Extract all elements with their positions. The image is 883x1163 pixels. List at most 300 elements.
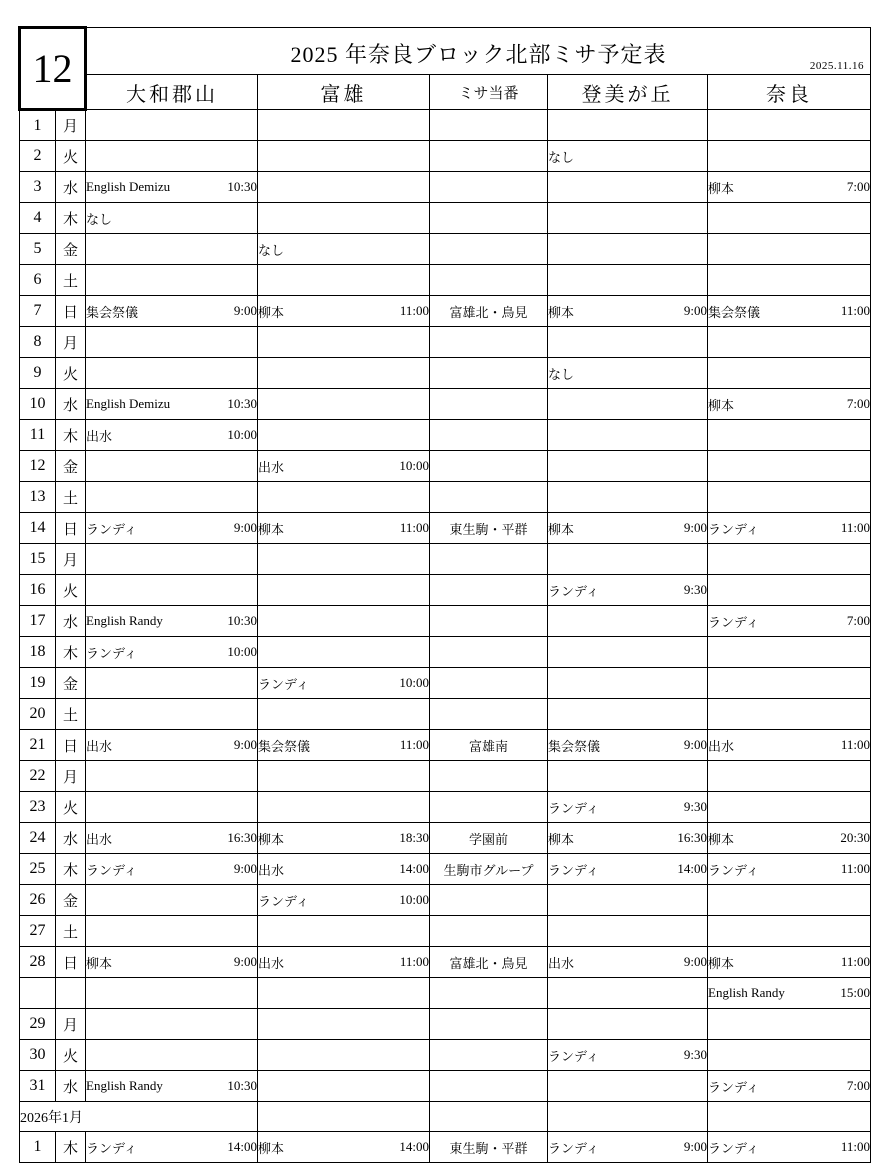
event-name: English Randy bbox=[86, 613, 163, 628]
touban-name: 富雄北・鳥見 bbox=[449, 304, 528, 320]
touban-name bbox=[430, 606, 547, 636]
cell-tomigaoka bbox=[548, 389, 708, 420]
cell-tomigaoka bbox=[548, 575, 708, 606]
cell-touban bbox=[430, 637, 548, 668]
cell-koriyama bbox=[86, 637, 258, 668]
cell-tomio bbox=[258, 389, 430, 420]
table-row bbox=[20, 389, 871, 420]
cell-touban bbox=[430, 823, 548, 854]
cell-tomigaoka bbox=[548, 1009, 708, 1040]
table-row bbox=[20, 761, 871, 792]
table-row bbox=[20, 451, 871, 482]
cell-touban bbox=[430, 1132, 548, 1163]
cell-nara bbox=[708, 482, 871, 513]
cell-touban bbox=[430, 916, 548, 947]
cell-tomigaoka bbox=[548, 265, 708, 296]
cell-koriyama bbox=[86, 1132, 258, 1163]
event-time: 10:00 bbox=[399, 892, 429, 907]
cell-nara bbox=[708, 513, 871, 544]
cell-touban bbox=[430, 575, 548, 606]
day-number: 28 bbox=[20, 947, 56, 978]
day-number: 30 bbox=[20, 1040, 56, 1071]
day-number bbox=[20, 978, 56, 1009]
cell-touban bbox=[430, 296, 548, 327]
header-row bbox=[20, 28, 871, 75]
day-number: 18 bbox=[20, 637, 56, 668]
event-name: 出水 bbox=[258, 459, 285, 475]
cell-touban bbox=[430, 761, 548, 792]
cell-tomio bbox=[258, 1040, 430, 1071]
day-of-week: 月 bbox=[56, 761, 86, 792]
cell-tomio bbox=[258, 172, 430, 203]
cell-nara bbox=[708, 668, 871, 699]
cell-touban bbox=[430, 544, 548, 575]
day-number: 9 bbox=[20, 358, 56, 389]
touban-name bbox=[430, 916, 547, 946]
event-name: 出水 bbox=[258, 955, 285, 971]
touban-name bbox=[430, 110, 547, 140]
day-number: 23 bbox=[20, 792, 56, 823]
event-name: ランディ bbox=[548, 1048, 599, 1064]
cell-touban bbox=[430, 792, 548, 823]
cell-touban bbox=[430, 172, 548, 203]
table-row bbox=[20, 544, 871, 575]
cell-tomio bbox=[258, 854, 430, 885]
event-name: なし bbox=[86, 211, 113, 227]
day-of-week: 木 bbox=[56, 203, 86, 234]
table-row bbox=[20, 1132, 871, 1163]
cell-touban bbox=[430, 389, 548, 420]
cell-tomio bbox=[258, 141, 430, 172]
touban-name bbox=[430, 172, 547, 202]
cell-touban bbox=[430, 203, 548, 234]
day-of-week: 日 bbox=[56, 296, 86, 327]
event-name: English Demizu bbox=[86, 179, 171, 194]
event-time: 9:00 bbox=[683, 954, 707, 969]
day-number: 24 bbox=[20, 823, 56, 854]
cell-tomigaoka bbox=[548, 513, 708, 544]
table-row bbox=[20, 730, 871, 761]
table-row bbox=[20, 947, 871, 978]
cell-koriyama bbox=[86, 203, 258, 234]
table-row bbox=[20, 637, 871, 668]
event-time: 14:00 bbox=[227, 1139, 257, 1154]
cell-tomigaoka bbox=[548, 699, 708, 730]
event-name: ランディ bbox=[258, 676, 309, 692]
day-of-week: 金 bbox=[56, 234, 86, 265]
cell-nara bbox=[708, 420, 871, 451]
touban-name bbox=[430, 544, 547, 574]
next-month-filler-nara bbox=[708, 1102, 871, 1132]
event-time: 11:00 bbox=[840, 861, 871, 876]
event-name: 出水 bbox=[86, 831, 113, 847]
day-number: 15 bbox=[20, 544, 56, 575]
schedule-table bbox=[18, 26, 871, 1163]
touban-name: 学園前 bbox=[468, 831, 508, 847]
cell-touban bbox=[430, 513, 548, 544]
cell-tomio bbox=[258, 451, 430, 482]
touban-name: 東生駒・平群 bbox=[449, 1140, 528, 1156]
event-time: 10:30 bbox=[227, 179, 257, 194]
cell-koriyama bbox=[86, 947, 258, 978]
day-of-week: 火 bbox=[56, 575, 86, 606]
day-of-week: 土 bbox=[56, 916, 86, 947]
cell-koriyama bbox=[86, 141, 258, 172]
table-row bbox=[20, 513, 871, 544]
table-row bbox=[20, 265, 871, 296]
day-number: 6 bbox=[20, 265, 56, 296]
cell-tomigaoka bbox=[548, 978, 708, 1009]
cell-tomigaoka bbox=[548, 792, 708, 823]
cell-touban bbox=[430, 234, 548, 265]
cell-nara bbox=[708, 1009, 871, 1040]
cell-koriyama bbox=[86, 327, 258, 358]
touban-name bbox=[430, 420, 547, 450]
cell-koriyama bbox=[86, 172, 258, 203]
day-of-week: 月 bbox=[56, 544, 86, 575]
cell-tomio bbox=[258, 1009, 430, 1040]
day-number: 8 bbox=[20, 327, 56, 358]
cell-nara bbox=[708, 699, 871, 730]
day-of-week: 火 bbox=[56, 792, 86, 823]
table-row bbox=[20, 172, 871, 203]
touban-name: 富雄北・鳥見 bbox=[449, 955, 528, 971]
touban-name bbox=[430, 1071, 547, 1101]
day-number: 1 bbox=[20, 110, 56, 141]
day-number: 19 bbox=[20, 668, 56, 699]
event-time: 15:00 bbox=[840, 985, 871, 1000]
event-name: 柳本 bbox=[548, 521, 575, 537]
table-row bbox=[20, 978, 871, 1009]
table-row bbox=[20, 606, 871, 637]
event-time: 10:00 bbox=[227, 427, 257, 442]
cell-nara bbox=[708, 575, 871, 606]
event-name: ランディ bbox=[708, 1140, 759, 1156]
touban-name bbox=[430, 389, 547, 419]
month-number: 12 bbox=[20, 28, 86, 110]
cell-koriyama bbox=[86, 699, 258, 730]
column-header-touban: ミサ当番 bbox=[430, 75, 548, 110]
event-time: 11:00 bbox=[399, 520, 429, 535]
event-time: 9:00 bbox=[233, 303, 257, 318]
day-of-week: 水 bbox=[56, 1071, 86, 1102]
day-number: 16 bbox=[20, 575, 56, 606]
event-name: 出水 bbox=[708, 738, 735, 754]
day-number: 11 bbox=[20, 420, 56, 451]
cell-tomigaoka bbox=[548, 885, 708, 916]
day-of-week bbox=[56, 978, 86, 1009]
touban-name bbox=[430, 575, 547, 605]
event-time: 10:30 bbox=[227, 396, 257, 411]
event-name: ランディ bbox=[708, 521, 759, 537]
day-of-week: 土 bbox=[56, 699, 86, 730]
touban-name bbox=[430, 637, 547, 667]
day-number: 4 bbox=[20, 203, 56, 234]
event-time: 10:30 bbox=[227, 1078, 257, 1093]
cell-touban bbox=[430, 978, 548, 1009]
cell-touban bbox=[430, 327, 548, 358]
event-time: 9:00 bbox=[683, 303, 707, 318]
cell-nara bbox=[708, 327, 871, 358]
touban-name bbox=[430, 141, 547, 171]
table-row bbox=[20, 823, 871, 854]
cell-tomio bbox=[258, 327, 430, 358]
cell-nara bbox=[708, 761, 871, 792]
cell-tomigaoka bbox=[548, 110, 708, 141]
cell-tomigaoka bbox=[548, 203, 708, 234]
event-time: 10:00 bbox=[399, 675, 429, 690]
cell-touban bbox=[430, 420, 548, 451]
cell-tomio bbox=[258, 606, 430, 637]
page-title: 2025 年奈良ブロック北部ミサ予定表 bbox=[290, 41, 667, 67]
cell-tomigaoka bbox=[548, 916, 708, 947]
cell-koriyama bbox=[86, 234, 258, 265]
day-of-week: 金 bbox=[56, 668, 86, 699]
cell-nara bbox=[708, 730, 871, 761]
event-name: 柳本 bbox=[258, 304, 285, 320]
event-time: 11:00 bbox=[840, 1139, 871, 1154]
cell-koriyama bbox=[86, 575, 258, 606]
touban-name bbox=[430, 1040, 547, 1070]
event-time: 9:00 bbox=[233, 861, 257, 876]
day-of-week: 火 bbox=[56, 358, 86, 389]
column-header-row bbox=[20, 75, 871, 110]
cell-nara bbox=[708, 110, 871, 141]
day-number: 25 bbox=[20, 854, 56, 885]
day-of-week: 土 bbox=[56, 482, 86, 513]
event-name: 出水 bbox=[258, 862, 285, 878]
cell-koriyama bbox=[86, 389, 258, 420]
touban-name bbox=[430, 1009, 547, 1039]
event-name: English Randy bbox=[708, 985, 785, 1000]
event-time: 7:00 bbox=[846, 396, 871, 411]
cell-koriyama bbox=[86, 916, 258, 947]
event-time: 11:00 bbox=[399, 303, 429, 318]
event-time: 14:00 bbox=[677, 861, 707, 876]
event-time: 9:30 bbox=[683, 1047, 707, 1062]
touban-name bbox=[430, 761, 547, 791]
event-time: 9:00 bbox=[233, 737, 257, 752]
day-number: 7 bbox=[20, 296, 56, 327]
cell-tomigaoka bbox=[548, 1132, 708, 1163]
cell-nara bbox=[708, 1132, 871, 1163]
cell-tomigaoka bbox=[548, 668, 708, 699]
cell-tomio bbox=[258, 265, 430, 296]
event-time: 9:00 bbox=[683, 1139, 707, 1154]
touban-name: 富雄南 bbox=[468, 738, 508, 754]
cell-tomigaoka bbox=[548, 947, 708, 978]
day-of-week: 火 bbox=[56, 141, 86, 172]
next-month-filler-tomigaoka bbox=[548, 1102, 708, 1132]
event-name: 出水 bbox=[86, 738, 113, 754]
table-row bbox=[20, 358, 871, 389]
cell-tomio bbox=[258, 792, 430, 823]
table-row bbox=[20, 482, 871, 513]
event-name: ランディ bbox=[708, 614, 759, 630]
cell-tomio bbox=[258, 420, 430, 451]
cell-tomio bbox=[258, 699, 430, 730]
day-of-week: 水 bbox=[56, 172, 86, 203]
event-name: 出水 bbox=[86, 428, 113, 444]
cell-nara bbox=[708, 141, 871, 172]
next-month-label: 2026年1月 bbox=[20, 1102, 258, 1132]
touban-name bbox=[430, 358, 547, 388]
cell-nara bbox=[708, 544, 871, 575]
cell-nara bbox=[708, 296, 871, 327]
cell-touban bbox=[430, 699, 548, 730]
cell-tomio bbox=[258, 358, 430, 389]
day-number: 12 bbox=[20, 451, 56, 482]
cell-tomigaoka bbox=[548, 358, 708, 389]
cell-tomio bbox=[258, 947, 430, 978]
cell-touban bbox=[430, 885, 548, 916]
table-row bbox=[20, 1009, 871, 1040]
column-header-tomio: 富雄 bbox=[258, 75, 430, 110]
cell-touban bbox=[430, 606, 548, 637]
event-name: ランディ bbox=[708, 1079, 759, 1095]
event-time: 9:30 bbox=[683, 799, 707, 814]
event-name: なし bbox=[258, 242, 285, 258]
day-number: 31 bbox=[20, 1071, 56, 1102]
cell-nara bbox=[708, 234, 871, 265]
day-number: 22 bbox=[20, 761, 56, 792]
cell-koriyama bbox=[86, 978, 258, 1009]
day-number: 26 bbox=[20, 885, 56, 916]
cell-tomio bbox=[258, 234, 430, 265]
cell-tomigaoka bbox=[548, 761, 708, 792]
day-number: 5 bbox=[20, 234, 56, 265]
event-name: 柳本 bbox=[86, 955, 113, 971]
cell-tomio bbox=[258, 110, 430, 141]
day-of-week: 水 bbox=[56, 389, 86, 420]
event-name: ランディ bbox=[86, 645, 137, 661]
cell-touban bbox=[430, 265, 548, 296]
touban-name: 東生駒・平群 bbox=[449, 521, 528, 537]
touban-name bbox=[430, 885, 547, 915]
cell-touban bbox=[430, 1071, 548, 1102]
cell-tomio bbox=[258, 885, 430, 916]
cell-nara bbox=[708, 389, 871, 420]
title-cell bbox=[86, 28, 871, 75]
cell-nara bbox=[708, 823, 871, 854]
table-row bbox=[20, 916, 871, 947]
cell-nara bbox=[708, 172, 871, 203]
event-name: なし bbox=[548, 366, 575, 382]
cell-tomio bbox=[258, 1132, 430, 1163]
day-of-week: 金 bbox=[56, 451, 86, 482]
event-time: 10:00 bbox=[227, 644, 257, 659]
table-row bbox=[20, 854, 871, 885]
cell-koriyama bbox=[86, 296, 258, 327]
day-number: 20 bbox=[20, 699, 56, 730]
cell-koriyama bbox=[86, 668, 258, 699]
cell-koriyama bbox=[86, 761, 258, 792]
cell-nara bbox=[708, 637, 871, 668]
cell-tomigaoka bbox=[548, 296, 708, 327]
cell-tomio bbox=[258, 637, 430, 668]
event-time: 7:00 bbox=[846, 613, 871, 628]
day-number: 10 bbox=[20, 389, 56, 420]
cell-nara bbox=[708, 203, 871, 234]
day-number: 3 bbox=[20, 172, 56, 203]
event-time: 11:00 bbox=[399, 954, 429, 969]
cell-tomio bbox=[258, 823, 430, 854]
cell-nara bbox=[708, 916, 871, 947]
day-number: 27 bbox=[20, 916, 56, 947]
day-of-week: 月 bbox=[56, 327, 86, 358]
event-name: 集会祭儀 bbox=[258, 738, 311, 754]
cell-touban bbox=[430, 947, 548, 978]
cell-tomio bbox=[258, 668, 430, 699]
day-of-week: 日 bbox=[56, 730, 86, 761]
event-name: ランディ bbox=[708, 862, 759, 878]
cell-koriyama bbox=[86, 730, 258, 761]
cell-koriyama bbox=[86, 420, 258, 451]
table-row bbox=[20, 792, 871, 823]
cell-tomigaoka bbox=[548, 234, 708, 265]
event-name: 柳本 bbox=[258, 1140, 285, 1156]
table-row bbox=[20, 885, 871, 916]
next-month-row bbox=[20, 1102, 871, 1132]
day-number: 13 bbox=[20, 482, 56, 513]
table-row bbox=[20, 668, 871, 699]
day-of-week: 木 bbox=[56, 637, 86, 668]
column-header-nara: 奈良 bbox=[708, 75, 871, 110]
event-name: 柳本 bbox=[708, 397, 735, 413]
event-name: 集会祭儀 bbox=[708, 304, 761, 320]
column-header-tomigaoka: 登美が丘 bbox=[548, 75, 708, 110]
event-time: 9:30 bbox=[683, 582, 707, 597]
event-time: 18:30 bbox=[399, 830, 429, 845]
event-name: ランディ bbox=[86, 1140, 137, 1156]
cell-touban bbox=[430, 854, 548, 885]
cell-tomio bbox=[258, 203, 430, 234]
table-row bbox=[20, 575, 871, 606]
event-time: 11:00 bbox=[840, 520, 871, 535]
event-name: なし bbox=[548, 149, 575, 165]
cell-touban bbox=[430, 451, 548, 482]
cell-touban bbox=[430, 730, 548, 761]
event-time: 7:00 bbox=[846, 1078, 871, 1093]
cell-koriyama bbox=[86, 1040, 258, 1071]
event-name: ランディ bbox=[548, 583, 599, 599]
touban-name bbox=[430, 482, 547, 512]
cell-tomigaoka bbox=[548, 544, 708, 575]
cell-tomio bbox=[258, 730, 430, 761]
cell-tomio bbox=[258, 916, 430, 947]
table-row bbox=[20, 141, 871, 172]
table-row bbox=[20, 420, 871, 451]
event-name: 柳本 bbox=[708, 831, 735, 847]
event-name: 柳本 bbox=[708, 180, 735, 196]
event-time: 9:00 bbox=[233, 520, 257, 535]
cell-koriyama bbox=[86, 606, 258, 637]
cell-koriyama bbox=[86, 265, 258, 296]
cell-tomio bbox=[258, 978, 430, 1009]
event-time: 11:00 bbox=[399, 737, 429, 752]
day-of-week: 日 bbox=[56, 513, 86, 544]
cell-tomigaoka bbox=[548, 451, 708, 482]
event-time: 16:30 bbox=[227, 830, 257, 845]
day-of-week: 土 bbox=[56, 265, 86, 296]
cell-tomio bbox=[258, 482, 430, 513]
touban-name bbox=[430, 699, 547, 729]
day-of-week: 月 bbox=[56, 1009, 86, 1040]
cell-touban bbox=[430, 668, 548, 699]
touban-name bbox=[430, 451, 547, 481]
cell-tomigaoka bbox=[548, 1071, 708, 1102]
cell-nara bbox=[708, 451, 871, 482]
